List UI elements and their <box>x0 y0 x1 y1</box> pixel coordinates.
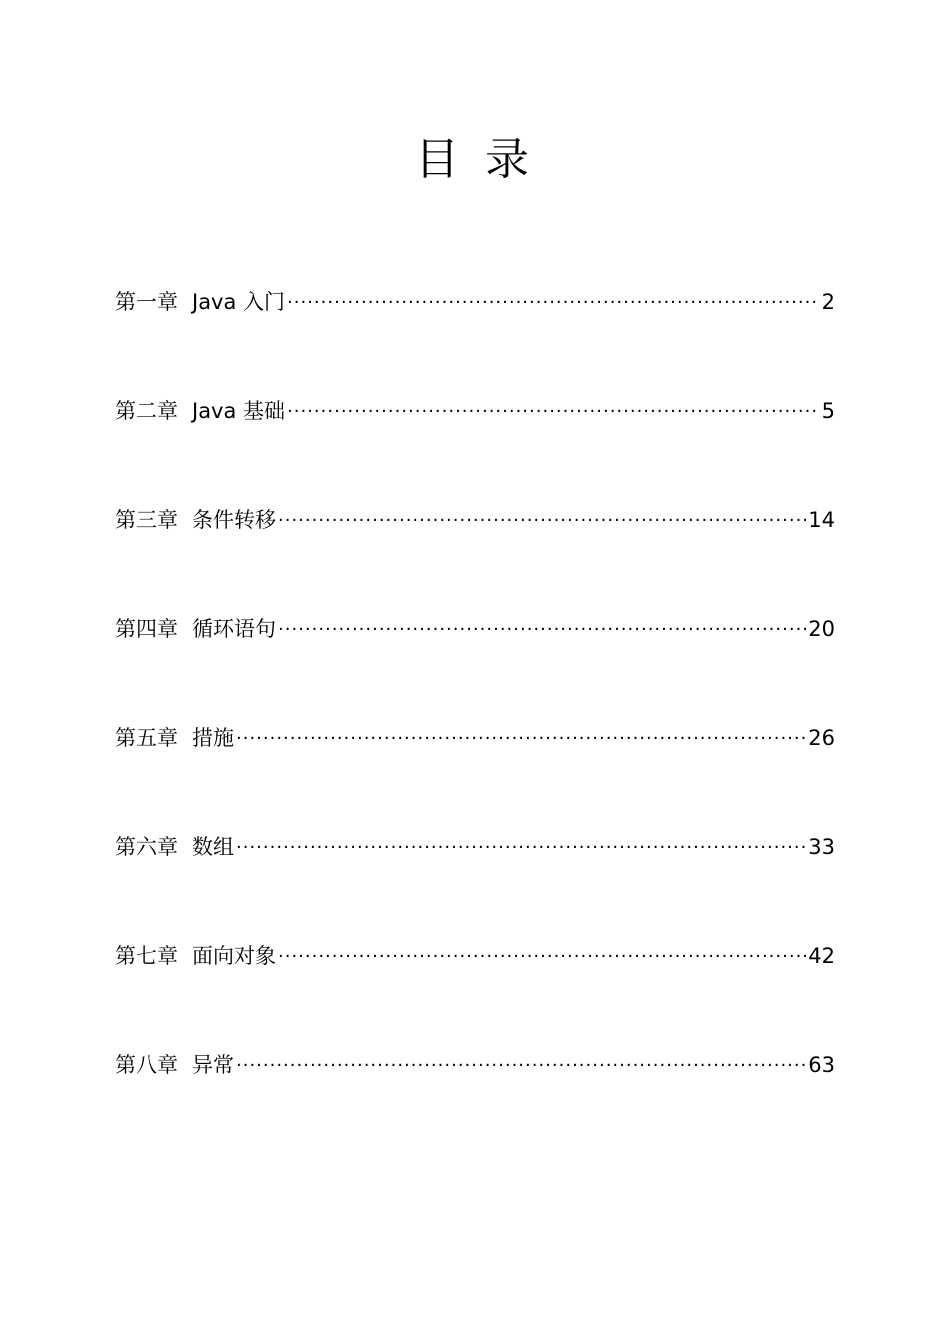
toc-dot-leader <box>236 721 806 745</box>
toc-entry[interactable] <box>115 609 835 718</box>
toc-dot-leader <box>287 285 820 309</box>
toc-chapter-title: 面向对象 <box>192 944 276 968</box>
toc-entry[interactable] <box>115 282 835 391</box>
toc-entry[interactable] <box>115 718 835 827</box>
toc-chapter-number: 第五章 <box>115 726 178 750</box>
toc-page-number: 26 <box>808 726 835 750</box>
toc-page-number: 42 <box>808 944 835 968</box>
toc-entry[interactable] <box>115 936 835 1045</box>
toc-chapter-title: 措施 <box>192 726 234 750</box>
toc-page-number: 2 <box>821 290 835 314</box>
toc-chapter-title: 条件转移 <box>192 508 276 532</box>
toc-dot-leader <box>278 939 806 963</box>
toc-page-number: 63 <box>808 1053 835 1077</box>
toc-page-number: 20 <box>808 617 835 641</box>
toc-dot-leader <box>287 394 820 418</box>
toc-entry[interactable] <box>115 500 835 609</box>
toc-page-number: 5 <box>821 399 835 423</box>
toc-entry[interactable] <box>115 827 835 936</box>
toc-chapter-number: 第七章 <box>115 944 178 968</box>
toc-chapter-number: 第三章 <box>115 508 178 532</box>
toc-chapter-title: 异常 <box>192 1053 234 1077</box>
toc-dot-leader <box>236 1048 806 1072</box>
toc-dot-leader <box>236 830 806 854</box>
toc-chapter-number: 第六章 <box>115 835 178 859</box>
toc-page-number: 33 <box>808 835 835 859</box>
table-of-contents <box>115 282 835 1154</box>
toc-chapter-title: 数组 <box>192 835 234 859</box>
toc-dot-leader <box>278 503 806 527</box>
toc-entry[interactable] <box>115 1045 835 1154</box>
page-title: 目 录 <box>415 134 535 185</box>
toc-chapter-title: 循环语句 <box>192 617 276 641</box>
toc-page-number: 14 <box>808 508 835 532</box>
toc-chapter-number: 第二章 <box>115 399 178 423</box>
toc-chapter-title: Java 基础 <box>192 399 286 423</box>
toc-chapter-number: 第四章 <box>115 617 178 641</box>
toc-chapter-number: 第一章 <box>115 290 178 314</box>
toc-chapter-number: 第八章 <box>115 1053 178 1077</box>
toc-dot-leader <box>278 612 806 636</box>
toc-chapter-title: Java 入门 <box>192 290 286 314</box>
toc-entry[interactable] <box>115 391 835 500</box>
